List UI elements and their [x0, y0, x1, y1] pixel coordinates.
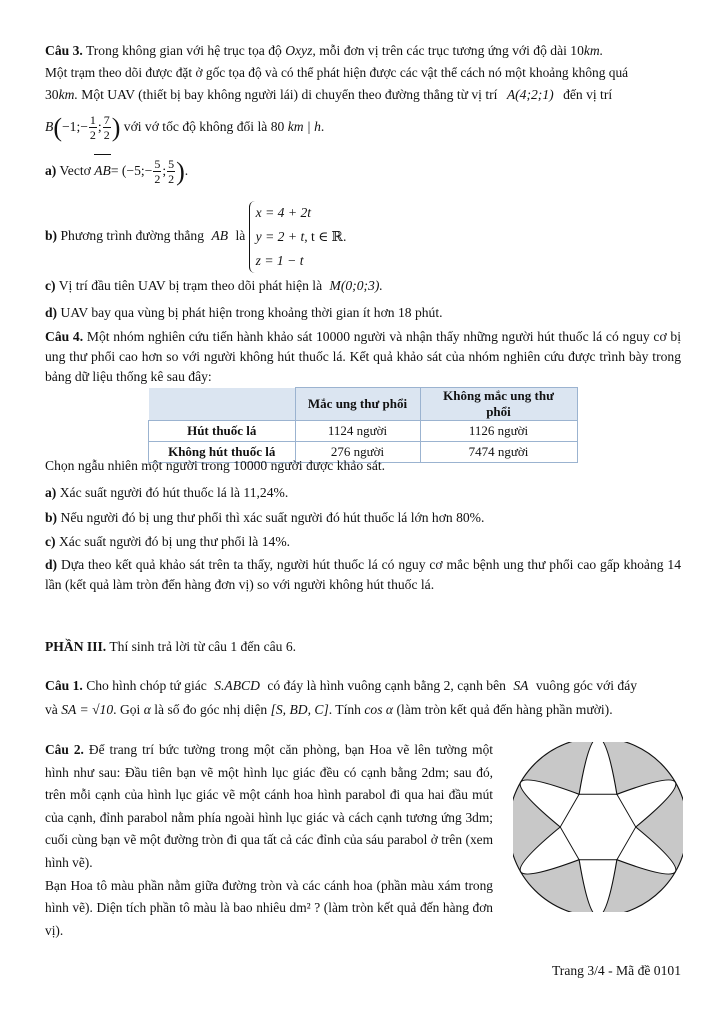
p3q1-text-1: Cho hình chóp tứ giác — [86, 678, 207, 693]
q3-b-text: Phương trình đường thẳng — [60, 228, 205, 243]
q3-b-ab: AB — [211, 228, 229, 243]
q3-a-text: Vectơ — [59, 163, 91, 178]
flower-figure — [513, 742, 683, 912]
q3-c-point: M(0;0;3). — [329, 278, 383, 293]
q3-b-eq1: x = 4 + 2t — [255, 204, 312, 220]
q3-to: đến vị trí — [563, 87, 613, 102]
p3q1-line-2 — [45, 700, 613, 720]
q3-speed-text: với vớ tốc độ không đổi là — [123, 119, 268, 134]
q3-intro-2: mỗi đơn vị trên các trục tương ứng với độ dài 10 — [319, 43, 584, 58]
q3-d-text: UAV bay qua vùng bị phát hiện trong khoảng thời gian ít hơn 18 phút. — [60, 305, 443, 320]
q4-label: Câu 4. — [45, 329, 84, 344]
part3-text: Thí sinh trả lời từ câu 1 đến câu 6. — [109, 639, 297, 654]
q3-c-label: c) — [45, 278, 56, 293]
part3-label: PHẦN III. — [45, 639, 107, 654]
table-cell: 276 người — [295, 442, 420, 463]
q4-d — [45, 555, 681, 595]
table-header-row — [149, 388, 578, 421]
table-row-label: Không hút thuốc lá — [149, 442, 296, 463]
p3q1-sa-eq: SA = √10 — [61, 702, 114, 717]
table-header-cell: Không mắc ung thư phổi — [420, 388, 577, 421]
p3q1-text-4: và — [45, 702, 58, 717]
table-corner — [149, 388, 296, 421]
q4-a-label: a) — [45, 485, 57, 500]
table-cell: 1126 người — [420, 421, 577, 442]
p3q1-alpha: α — [143, 702, 151, 717]
q4-b-label: b) — [45, 510, 58, 525]
p3q1-text-3: vuông góc với đáy — [535, 678, 638, 693]
q3-frac-b1: $\frac{1}{2}$ — [89, 113, 96, 143]
q3-line-3 — [45, 85, 612, 105]
q4-d-label: d) — [45, 557, 58, 572]
q4-b — [45, 508, 484, 528]
p3q2-text: Để trang trí bức tường trong một căn phòng, bạn Hoa vẽ lên tường một hình như sau: Đầu tiên bạn vẽ một hình lục giác đều có cạnh bằng 2dm; sau đó, trên mỗi cạnh của hình lục giác vẽ một cánh hoa hình parabol đi qua hai đầu mút của cạnh, đỉnh parabol nằm phía ngoài hình lục giác và cách cạnh tương ứng 3dm; cuối cùng bạn vẽ một đường tròn đi qua tất cả các đỉnh của sáu parabol ở trên (xem hình vẽ). — [45, 742, 493, 870]
q4-intro — [45, 327, 681, 387]
q3-b — [45, 199, 346, 273]
q3-b-eq3: z = 1 − t — [255, 252, 304, 268]
q3-axes: Oxyz, — [285, 43, 316, 58]
p3q1-line-1 — [45, 676, 637, 696]
p3q1-sa: SA — [513, 678, 529, 693]
q3-b-eq2-tail: , t ∈ ℝ. — [304, 228, 347, 244]
q3-line-4: B(−1;− $\frac{1}{2}$ ; $\frac{7}{2}$ ) với vớ tốc độ không đổi là 80 km | h. — [45, 112, 325, 143]
q3-speed-value: 80 — [270, 119, 285, 134]
q4-c-text: Xác suất người đó bị ung thư phổi là 14%. — [58, 534, 291, 549]
q3-uav-text: Một UAV (thiết bị bay không người lái) di chuyển theo đường thẳng từ vị trí — [81, 87, 498, 102]
q3-a-frac1: $\frac{5}{2}$ — [154, 157, 161, 187]
page-footer: Trang 3/4 - Mã đề 0101 — [551, 963, 681, 978]
q3-c — [45, 276, 383, 296]
q4-a — [45, 483, 288, 503]
p3q2-label: Câu 2. — [45, 742, 84, 757]
q3-b-system — [249, 201, 347, 273]
table-row — [149, 421, 578, 442]
q3-a-vector: AB — [94, 154, 111, 188]
q3-line-1 — [45, 41, 603, 61]
q3-line-2: Một trạm theo dõi được đặt ở gốc tọa độ và có thể phát hiện được các vật thể cách nó một khoảng không quá — [45, 65, 629, 80]
q4-b-text: Nếu người đó bị ung thư phổi thì xác suất người đó hút thuốc lá lớn hơn 80%. — [60, 510, 485, 525]
p3q1-text-5: . Gọi — [113, 702, 141, 717]
q3-b-label: b) — [45, 228, 58, 243]
part3-heading — [45, 637, 296, 657]
q3-point-b-x: −1;− — [61, 119, 88, 134]
table-cell: 7474 người — [420, 442, 577, 463]
table-header-cell: Mắc ung thư phổi — [295, 388, 420, 421]
q3-dist-unit: km. — [58, 87, 78, 102]
q3-d-label: d) — [45, 305, 58, 320]
q3-b-la: là — [235, 228, 246, 243]
q3-a-eq: = (−5;− — [110, 163, 153, 178]
q3-dist: 30 — [45, 87, 59, 102]
p3q1-angle: [S, BD, C] — [270, 702, 329, 717]
table-cell: 1124 người — [295, 421, 420, 442]
q3-d — [45, 303, 443, 323]
p3q1-text-7: . Tính — [328, 702, 361, 717]
q3-a: a) Vectơ AB= (−5;− $\frac{5}{2}$ ; $\frac{5}{2}$ ). — [45, 154, 188, 188]
q3-frac-b2: $\frac{7}{2}$ — [103, 113, 110, 143]
q3-a-label: a) — [45, 163, 57, 178]
q4-choose: Chọn ngẫu nhiên một người trong 10000 người được khảo sát. — [45, 458, 386, 473]
q3-point-a: A(4;2;1) — [506, 87, 554, 102]
survey-table — [148, 387, 578, 463]
p3q1-label: Câu 1. — [45, 678, 83, 693]
q4-intro-text: Một nhóm nghiên cứu tiến hành khảo sát 10000 người và nhận thấy những người hút thuốc lá có nguy cơ bị ung thư phổi cao hơn so với người không hút thuốc lá. Kết quả khảo sát của nhóm nghiên cứu được trình bày trong bảng dữ liệu thống kê sau đây: — [45, 329, 681, 384]
p3q1-text-2: có đáy là hình vuông cạnh bằng 2, cạnh bên — [267, 678, 506, 693]
q3-c-text: Vị trí đầu tiên UAV bị trạm theo dõi phát hiện là — [58, 278, 323, 293]
q4-c — [45, 532, 290, 552]
q4-a-text: Xác suất người đó hút thuốc lá là 11,24%. — [59, 485, 289, 500]
q3-unit: km. — [583, 43, 604, 58]
p3q1-pyramid: S.ABCD — [214, 678, 260, 693]
q4-d-text: Dựa theo kết quả khảo sát trên ta thấy, người hút thuốc lá có nguy cơ mắc bệnh ung thư phổi cao gấp khoảng 14 lần (kết quả làm tròn đến hàng đơn vị) so với người không hút thuốc lá. — [45, 557, 681, 592]
table-row-label: Hút thuốc lá — [149, 421, 296, 442]
p3q1-text-8: (làm tròn kết quả đến hàng phần mười). — [396, 702, 613, 717]
q3-a-frac2: $\frac{5}{2}$ — [168, 157, 175, 187]
p3q2-text-2: Bạn Hoa tô màu phần nằm giữa đường tròn và các cánh hoa (phần màu xám trong hình vẽ). Diện tích phần tô màu là bao nhiêu dm² ? (làm tròn kết quả đến hàng đơn vị). — [45, 877, 493, 938]
q3-point-b: B — [45, 119, 54, 134]
q3-speed-unit: km | h — [287, 119, 321, 134]
p3q2-text-block — [45, 739, 493, 942]
q3-label: Câu 3. — [45, 43, 83, 58]
q3-intro-1: Trong không gian với hệ trục tọa độ — [85, 43, 282, 58]
p3q1-cos: cos α — [364, 702, 394, 717]
q3-b-eq2: y = 2 + t — [255, 228, 305, 244]
p3q1-text-6: là số đo góc nhị diện — [154, 702, 268, 717]
q4-c-label: c) — [45, 534, 56, 549]
